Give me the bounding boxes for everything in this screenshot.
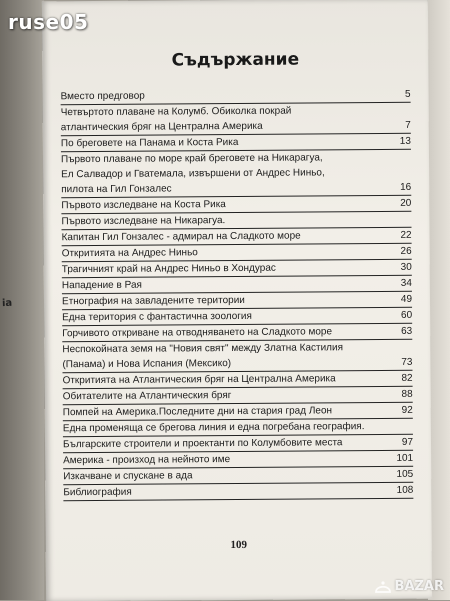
toc-entry-title: Вместо предговор <box>61 87 393 104</box>
toc-entry-page: 101 <box>392 451 413 466</box>
toc-entry-title: Първото изследване на Коста Рика <box>61 196 393 213</box>
toc-entry-title: атлантическия бряг на Централна Америка <box>61 118 393 135</box>
toc-entry-title: Нападение в Рая <box>62 276 394 293</box>
toc-entry-title: Америка - произход на нейното име <box>63 451 392 468</box>
toc-entry-title: Откритията на Атлантическия бряг на Централна Америка <box>63 371 395 388</box>
toc-entry <box>61 103 411 136</box>
toc-entry-page: 60 <box>394 308 412 323</box>
toc-entry-title: Една територия с фантастична зоология <box>62 308 394 325</box>
toc-entry-title: Четвъртото плаване на Колумб. Обиколка покрай <box>61 103 411 120</box>
toc-entry-page: 30 <box>394 260 412 275</box>
bazar-watermark-text: BAZAR <box>395 579 444 594</box>
toc-entry-page: 97 <box>395 435 413 450</box>
toc-entry-title: (Панама) и Нова Испания (Мексико) <box>62 355 394 372</box>
toc-entry-title: пилота на Гил Гонзалес <box>61 180 393 197</box>
toc-entry-title: Първото изследване на Никарагуа. <box>61 212 393 229</box>
toc-entry <box>62 340 412 373</box>
toc-entry-page: 13 <box>393 134 411 149</box>
toc-entry-title: Българските строители и проектанти по Колумбовите места <box>63 435 395 452</box>
toc-entry-title: Библиография <box>63 483 392 500</box>
adjacent-page-fragment: ia <box>2 298 13 309</box>
toc-entry-page: 88 <box>395 387 413 402</box>
toc-entry-page: 22 <box>394 228 412 243</box>
toc-entry-page: 16 <box>393 180 411 195</box>
table-of-contents <box>61 87 414 501</box>
toc-entry-page: 34 <box>394 276 412 291</box>
toc-entry-title: По бреговете на Панама и Коста Рика <box>61 134 393 151</box>
toc-entry-title: Етнография на завладените територии <box>62 292 394 309</box>
toc-entry-page: 73 <box>394 355 412 370</box>
toc-entry-title: Помпей на Америка.Последните дни на стария град Леон <box>63 403 395 420</box>
toc-entry-page: 105 <box>392 467 413 482</box>
toc-entry-title: Трагичният край на Андрес Ниньо в Хондурас <box>62 260 394 277</box>
book-page <box>42 0 432 601</box>
toc-entry-title: Една променяща се брегова линия и една погребана география. <box>63 419 395 436</box>
toc-entry-title: Откритията на Андрес Ниньо <box>62 244 394 261</box>
toc-entry-title: Първото плаване по море край бреговете на Никарагуа, <box>61 150 411 167</box>
toc-entry-title: Капитан Гил Гонзалес - адмирал на Сладкото море <box>62 228 394 245</box>
toc-entry-title: Изкачване и спускане в ада <box>63 467 392 484</box>
page-number: 109 <box>46 538 432 553</box>
toc-entry-page: 5 <box>393 87 411 102</box>
bazar-logo-icon <box>374 580 392 594</box>
watermark-username: ruse05 <box>8 10 88 34</box>
toc-entry-page: 49 <box>394 292 412 307</box>
toc-entry-title: Горчивото откриване на отводняването на Сладкото море <box>62 324 394 341</box>
toc-entry-page: 108 <box>393 483 414 498</box>
toc-entry-page: 92 <box>395 403 413 418</box>
toc-entry <box>63 483 413 501</box>
toc-entry-page: 82 <box>394 371 412 386</box>
toc-entry-page: 26 <box>394 244 412 259</box>
toc-entry-title: Ел Салвадор и Гватемала, извършени от Андрес Ниньо, <box>61 165 411 182</box>
toc-entry-page: 20 <box>393 196 411 211</box>
toc-entry-title: Неспокойната земя на "Новия свят" между Златна Кастилия <box>62 340 412 357</box>
page-title: Съдържание <box>42 49 428 72</box>
bazar-watermark <box>374 579 444 594</box>
toc-entry-page: 63 <box>394 324 412 339</box>
toc-entry-title: Обитателите на Атлантическия бряг <box>63 387 395 404</box>
toc-entry-page: 7 <box>393 118 411 133</box>
toc-entry <box>61 150 411 198</box>
